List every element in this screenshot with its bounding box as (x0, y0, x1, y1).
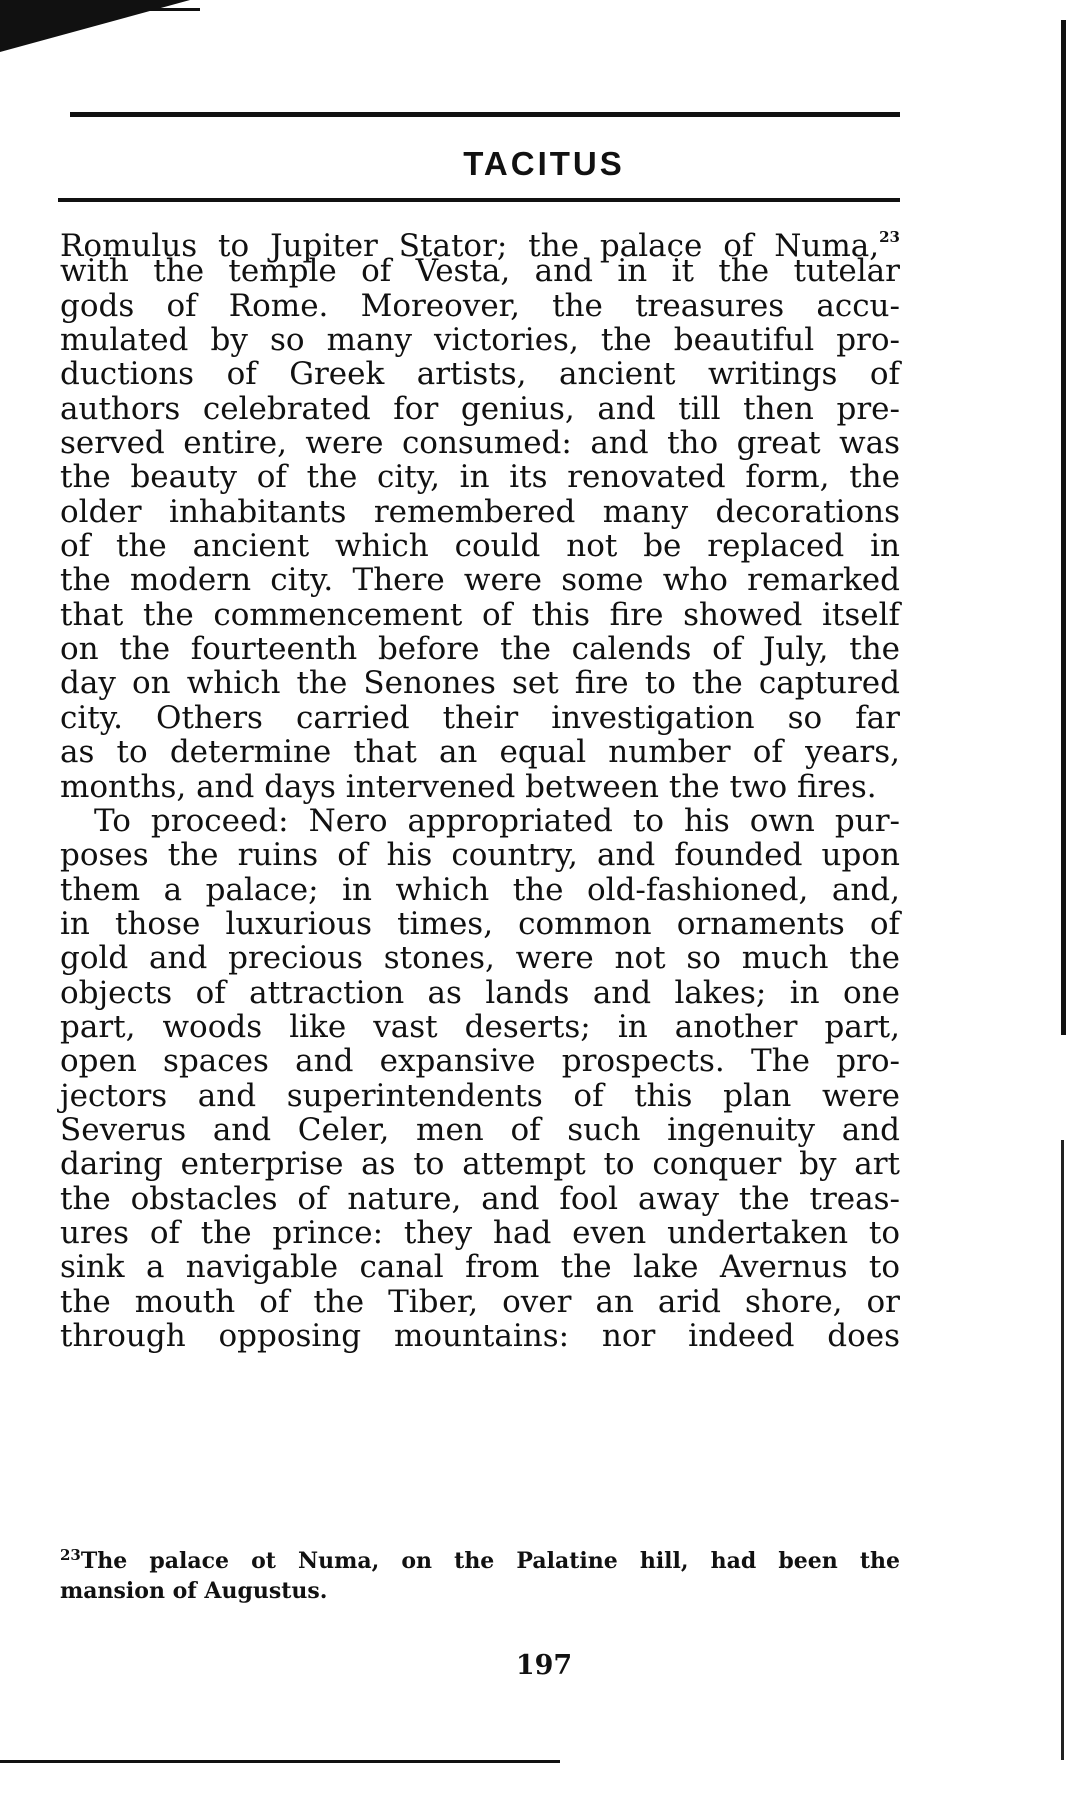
text-line: on the fourteenth before the calends of July, the (60, 631, 900, 668)
text-line: day on which the Senones set fire to the captured (60, 665, 900, 702)
text-line: as to determine that an equal number of years, (60, 734, 900, 771)
text-line: Romulus to Jupiter Stator; the palace of Numa,$^{23}$ (60, 228, 900, 264)
text-line: gods of Rome. Moreover, the treasures accu- (60, 287, 900, 324)
corner-scan-line (0, 8, 200, 11)
footnote-line: mansion of Augustus. (60, 1578, 328, 1604)
text-line: ductions of Greek artists, ancient writings of (60, 356, 900, 393)
text-line: sink a navigable canal from the lake Avernus to (60, 1249, 900, 1286)
text-line: the modern city. There were some who remarked (60, 562, 900, 599)
text-line: mulated by so many victories, the beautiful pro- (60, 322, 900, 359)
text-line: the obstacles of nature, and fool away the treas- (60, 1180, 900, 1217)
text-line: through opposing mountains: nor indeed does (60, 1318, 900, 1354)
text-line: of the ancient which could not be replaced in (60, 528, 900, 565)
text-line: Severus and Celer, men of such ingenuity and (60, 1111, 900, 1148)
footnote-line: $^{23}$The palace ot Numa, on the Palatine hill, had been the (60, 1546, 900, 1574)
text-line: ures of the prince: they had even undertaken to (60, 1214, 900, 1251)
text-line: open spaces and expansive prospects. The pro- (60, 1043, 900, 1080)
text-line: the mouth of the Tiber, over an arid shore, or (60, 1283, 900, 1320)
text-line: daring enterprise as to attempt to conquer by art (60, 1146, 900, 1183)
text-line: months, and days intervened between the two fires. (60, 768, 877, 805)
running-head: TACITUS (463, 145, 625, 182)
text-line: served entire, were consumed: and tho great was (60, 425, 900, 462)
footnote-reference: 23 (879, 228, 900, 246)
paragraph (60, 220, 900, 804)
text-line: city. Others carried their investigation so far (60, 699, 900, 736)
footnote-marker: 23 (60, 1546, 81, 1564)
text-line: gold and precious stones, were not so much the (60, 940, 900, 977)
text-line: objects of attraction as lands and lakes; in one (60, 974, 900, 1011)
text-line: with the temple of Vesta, and in it the tutelar (60, 253, 900, 290)
text-line: them a palace; in which the old-fashioned, and, (60, 871, 900, 908)
text-line: jectors and superintendents of this plan were (60, 1077, 900, 1114)
top-rule (70, 112, 900, 117)
text-line: poses the ruins of his country, and founded upon (60, 837, 900, 874)
bottom-edge-rule (0, 1760, 560, 1763)
text-line: the beauty of the city, in its renovated form, the (60, 459, 900, 496)
text-line: older inhabitants remembered many decorations (60, 493, 900, 530)
page-number: 197 (515, 1650, 573, 1681)
body-text (60, 220, 900, 1353)
header-rule (58, 198, 900, 202)
footnotes (60, 1540, 900, 1606)
text-line: authors celebrated for genius, and till then pre- (60, 390, 900, 427)
text-line: part, woods like vast deserts; in another part, (60, 1008, 900, 1045)
text-line: To proceed: Nero appropriated to his own pur- (94, 802, 900, 839)
text-line: that the commencement of this fire showed itself (60, 596, 900, 633)
text-line: in those luxurious times, common ornaments of (60, 905, 900, 942)
paragraph (60, 804, 900, 1354)
